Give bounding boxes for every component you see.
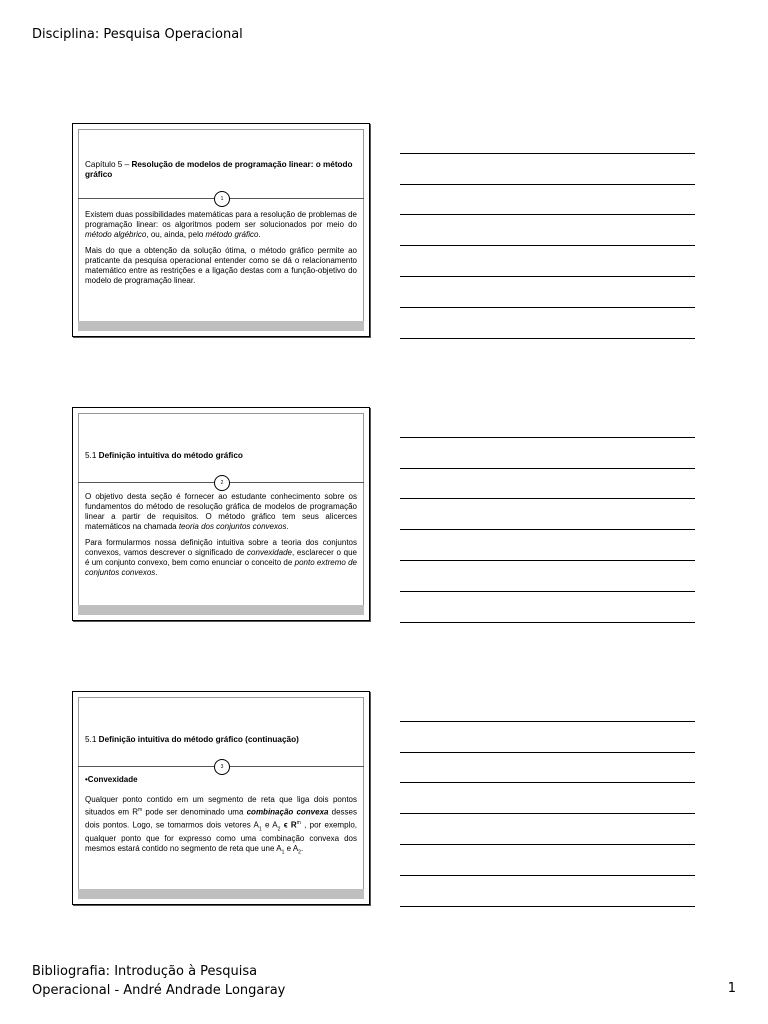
text: , ou, ainda, pelo [146, 230, 206, 239]
bullet-heading [85, 775, 357, 785]
superscript: m [296, 819, 301, 826]
text: Para formularmos nossa definição intuitiva sobre a teoria dos conjuntos convexos, vamos descrever o significado de [85, 538, 357, 557]
text: . [286, 522, 289, 531]
bold-text: ϵ R [280, 820, 297, 830]
italic-text: convexidade [247, 548, 292, 557]
slide-body [85, 210, 357, 292]
slide-title [85, 451, 357, 461]
note-line [400, 876, 695, 907]
note-line [400, 814, 695, 845]
paragraph [85, 210, 357, 240]
paragraph: Mais do que a obtenção da solução ótima, o método gráfico permite ao praticante da pesquisa operacional entender como se dá o relacionamento matemático entre as restrições e a ligação destas com a função-objetivo do modelo de programação linear. [85, 246, 357, 285]
page-header: Disciplina: Pesquisa Operacional [32, 27, 243, 42]
text: Qualquer ponto contido em um segmento de reta que liga dois pontos situados em R [85, 795, 357, 817]
note-line [400, 246, 695, 277]
italic-text: ponto extremo de conjuntos convexos [85, 558, 358, 577]
slide-body [85, 775, 357, 864]
note-line [400, 722, 695, 753]
bibliography [32, 962, 285, 1000]
subscript: 1 [258, 825, 262, 832]
slide-title-prefix: Capítulo 5 – [85, 160, 132, 169]
superscript: m [138, 807, 143, 813]
note-line [400, 845, 695, 876]
slide-number: 1 [214, 191, 230, 207]
note-line [400, 308, 695, 339]
italic-text: método gráfico [205, 230, 259, 239]
slide-2 [72, 407, 370, 621]
slide-footer-bar [78, 605, 364, 615]
page-number: 1 [727, 981, 736, 996]
note-line [400, 691, 695, 722]
note-line [400, 407, 695, 438]
italic-text: método algébrico [85, 230, 147, 239]
bullet-text: •Convexidade [85, 775, 138, 784]
note-line [400, 277, 695, 308]
slide-title-prefix: 5.1 [85, 451, 99, 460]
notes-lines-1 [400, 123, 695, 339]
slide-title [85, 160, 357, 180]
note-line [400, 154, 695, 185]
text: . [300, 843, 304, 853]
text: O objetivo desta seção é fornecer ao estudante conhecimento sobre os fundamentos do método de resolução gráfica de modelos de programação linear a partir de requisitos. O método gráfico tem seus alicerces matemáticos na chamada [85, 492, 357, 531]
slide-body [85, 492, 357, 584]
note-line [400, 215, 695, 246]
note-line [400, 783, 695, 814]
text: e A [261, 820, 278, 830]
note-line [400, 438, 695, 469]
text: e A [284, 843, 299, 853]
slide-footer-bar [78, 321, 364, 331]
slide-number: 2 [214, 475, 230, 491]
bibliography-line-1: Bibliografia: Introdução à Pesquisa [32, 964, 258, 979]
slide-title-bold: Definição intuitiva do método gráfico (continuação) [98, 735, 299, 744]
slide-number: 3 [214, 759, 230, 775]
slide-title-prefix: 5.1 [85, 735, 99, 744]
note-line [400, 499, 695, 530]
slide-3 [72, 691, 370, 905]
slide-1 [72, 123, 370, 337]
note-line [400, 561, 695, 592]
paragraph [85, 492, 357, 532]
bibliography-line-2: Operacional - André Andrade Longaray [32, 983, 286, 998]
italic-text: teoria dos conjuntos convexos [178, 522, 287, 531]
paragraph [85, 795, 357, 858]
text: Existem duas possibilidades matemáticas para a resolução de problemas de programação linear: os algoritmos podem ser solucionados por meio do [85, 210, 357, 229]
note-line [400, 530, 695, 561]
note-line [400, 185, 695, 216]
text: pode ser denominado uma [142, 807, 247, 817]
notes-lines-3 [400, 691, 695, 907]
note-line [400, 592, 695, 623]
subscript: 2 [298, 849, 301, 856]
text: desses dois pontos. Logo, se tomarmos dois vetores A [85, 807, 358, 830]
slide-title [85, 735, 357, 745]
subscript: 1 [281, 849, 285, 856]
text: , por exemplo, qualquer ponto que for expresso como uma combinação convexa dos mesmos estará contido no segmento de reta que une A [85, 820, 357, 853]
note-line [400, 753, 695, 784]
slide-footer-bar [78, 889, 364, 899]
note-line [400, 123, 695, 154]
text: . [155, 568, 158, 577]
slide-title-bold: Resolução de modelos de programação linear: o método gráfico [85, 160, 353, 179]
bold-italic-text: combinação convexa [246, 807, 329, 817]
notes-lines-2 [400, 407, 695, 623]
subscript: 2 [277, 825, 281, 832]
paragraph [85, 538, 357, 578]
slide-title-bold: Definição intuitiva do método gráfico [98, 451, 243, 460]
text: , esclarecer o que é um conjunto convexo, bem como enunciar o conceito de [85, 548, 357, 567]
note-line [400, 469, 695, 500]
text: . [258, 230, 261, 239]
